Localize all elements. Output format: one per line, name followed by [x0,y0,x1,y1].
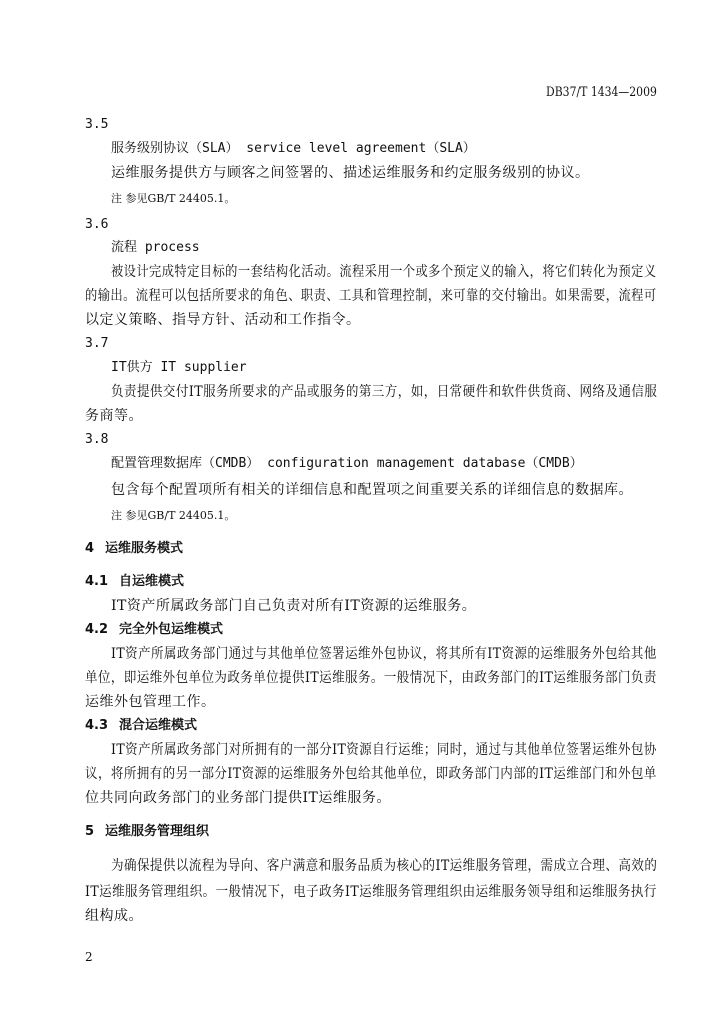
subsection-title: 完全外包运维模式 [119,622,224,637]
subsection-number: 4.1 [85,574,109,589]
term-note: 注 参见GB/T 24405.1。 [111,509,236,522]
subsection-title: 自运维模式 [119,574,185,589]
paragraph-line: IT资产所属政务部门自己负责对所有IT资源的运维服务。 [111,598,477,614]
term-definition-line: 的输出。流程可以包括所要求的角色、职责、工具和管理控制，来可靠的交付输出。如果需要，流程可 [85,288,657,304]
clause-number: 3.5 [85,117,109,132]
term-note: 注 参见GB/T 24405.1。 [111,192,236,205]
term-heading: 服务级别协议（SLA） service level agreement（SLA） [111,141,476,156]
paragraph-line: 组构成。 [85,908,143,924]
term-definition-line: 以定义策略、指导方针、活动和工作指令。 [85,312,361,328]
clause-number: 3.7 [85,336,109,351]
clause-number: 3.6 [85,217,109,232]
term-heading: 流程 process [111,240,200,255]
term-definition: 运维服务提供方与顾客之间签署的、描述运维服务和约定服务级别的协议。 [111,165,590,181]
clause-number: 3.8 [85,432,109,447]
term-heading: 配置管理数据库（CMDB） configuration management database（CMDB） [111,456,583,471]
standard-code: DB37/T 1434—2009 [546,85,657,100]
term-definition-line: 负责提供交付IT服务所要求的产品或服务的第三方，如，日常硬件和软件供货商、网络及通信服 [111,384,658,400]
term-definition-line: 务商等。 [85,408,143,424]
paragraph-line: 位共同向政务部门的业务部门提供IT运维服务。 [85,790,391,806]
section-title: 运维服务模式 [105,541,184,556]
paragraph-line: 运维外包管理工作。 [85,694,216,710]
paragraph-line: 单位，即运维外包单位为政务单位提供IT运维服务。一般情况下，由政务部门的IT运维服务部门负责 [85,670,657,686]
subsection-title: 混合运维模式 [119,718,198,733]
paragraph-line: 为确保提供以流程为导向、客户满意和服务品质为核心的IT运维服务管理，需成立合理、高效的 [111,858,658,874]
subsection-number: 4.2 [85,622,109,637]
paragraph-line: IT资产所属政务部门对所拥有的一部分IT资源自行运维；同时，通过与其他单位签署运维外包协 [111,742,657,758]
paragraph-line: 议，将所拥有的另一部分IT资源的运维服务外包给其他单位，即政务部门内部的IT运维部门和外包单 [85,766,657,782]
paragraph-line: IT资产所属政务部门通过与其他单位签署运维外包协议，将其所有IT资源的运维服务外包给其他 [111,646,657,662]
section-number: 5 [85,824,95,839]
term-definition-line: 被设计完成特定目标的一套结构化活动。流程采用一个或多个预定义的输入，将它们转化为预定义 [111,264,657,280]
subsection-number: 4.3 [85,718,109,733]
term-definition: 包含每个配置项所有相关的详细信息和配置项之间重要关系的详细信息的数据库。 [111,482,633,498]
term-heading: IT供方 IT supplier [111,360,247,375]
paragraph-line: IT运维服务管理组织。一般情况下，电子政务IT运维服务管理组织由运维服务领导组和运维服务执行 [85,884,657,900]
section-number: 4 [85,541,95,556]
section-title: 运维服务管理组织 [105,824,210,839]
page-number: 2 [85,950,93,964]
